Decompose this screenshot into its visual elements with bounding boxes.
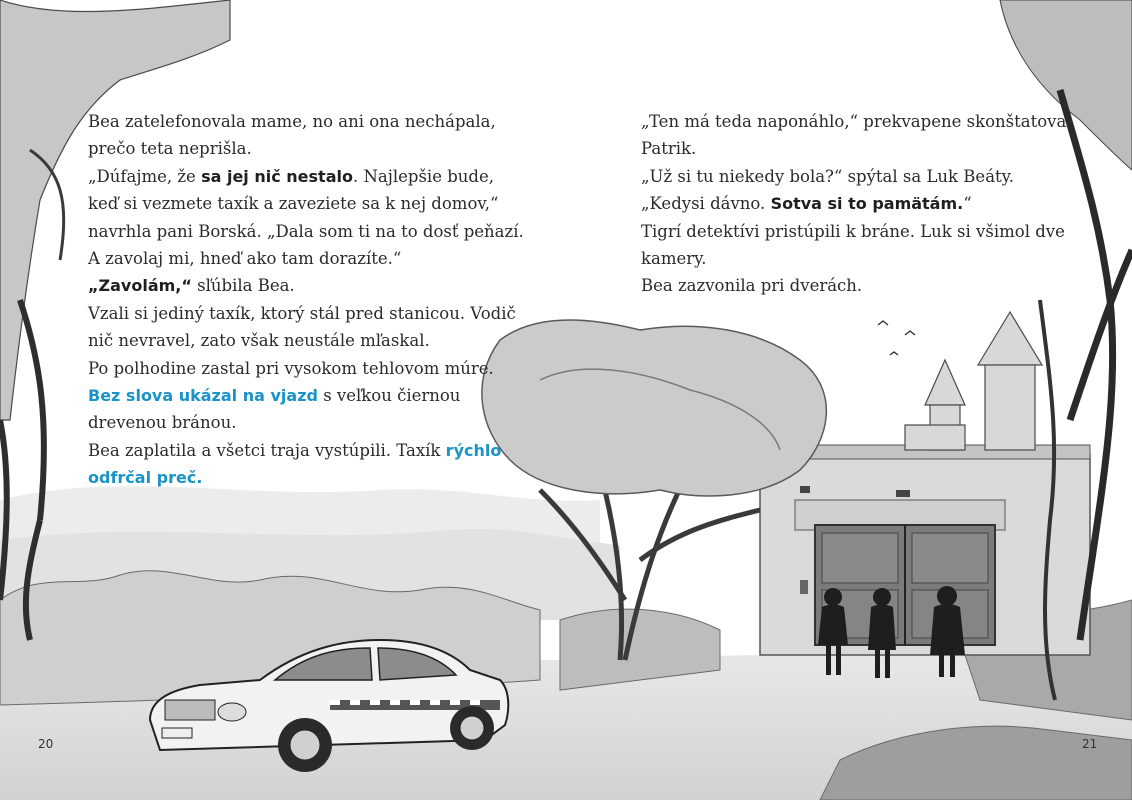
text-run: kamery.: [641, 249, 707, 269]
text-run: navrhla pani Borská. „Dala som ti na to dosť peňazí.: [88, 221, 524, 241]
text-run: Vzali si jediný taxík, ktorý stál pred stanicou. Vodič: [88, 303, 516, 323]
text-line: [88, 382, 524, 409]
text-line: [641, 163, 1072, 190]
text-line: [641, 108, 1072, 135]
wall-with-gate: [760, 445, 1090, 655]
left-page-text: [88, 108, 524, 492]
text-run: Po polhodine zastal pri vysokom tehlovom múre.: [88, 358, 494, 378]
page-number-left: 20: [38, 737, 54, 751]
text-line: [88, 163, 524, 190]
right-page-text: [641, 108, 1072, 300]
text-run: . Najlepšie bude,: [352, 166, 494, 186]
text-line: [88, 409, 524, 436]
text-line: [641, 245, 1072, 272]
emphasis-blue: odfrčal preč.: [88, 468, 203, 488]
text-run: Bea zazvonila pri dverách.: [641, 276, 863, 296]
emphasis-blue: rýchlo: [445, 440, 502, 460]
text-line: [88, 327, 524, 354]
text-line: [88, 245, 524, 272]
text-line: [88, 108, 524, 135]
text-run: prečo teta neprišla.: [88, 139, 252, 159]
text-line: [88, 218, 524, 245]
text-run: Bea zaplatila a všetci traja vystúpili. Taxík: [88, 440, 446, 460]
text-run: Patrik.: [641, 139, 697, 159]
towers: [905, 312, 1042, 450]
text-run: s veľkou čiernou: [317, 386, 461, 406]
text-run: keď si vezmete taxík a zaveziete sa k nej domov,“: [88, 194, 499, 214]
text-run: „Dúfajme, že: [88, 166, 202, 186]
text-line: [88, 190, 524, 217]
text-line: [641, 135, 1072, 162]
text-run: sľúbila Bea.: [191, 276, 295, 296]
camera-icon: [896, 490, 910, 497]
text-line: [88, 272, 524, 299]
text-line: [88, 300, 524, 327]
text-run: drevenou bránou.: [88, 413, 237, 433]
birds: [878, 321, 915, 355]
text-line: [88, 355, 524, 382]
text-run: „Kedysi dávno.: [641, 194, 771, 214]
emphasis-bold: Sotva si to pamätám.: [770, 194, 964, 214]
text-line: [88, 437, 524, 464]
emphasis-blue: Bez slova ukázal na vjazd: [88, 386, 318, 406]
text-line: [641, 218, 1072, 245]
camera-icon: [800, 486, 810, 493]
text-run: Tigrí detektívi pristúpili k bráne. Luk si všimol dve: [641, 221, 1065, 241]
text-line: [641, 272, 1072, 299]
text-run: nič nevravel, zato však neustále mľaskal.: [88, 331, 430, 351]
text-run: “: [963, 194, 972, 214]
emphasis-bold: „Zavolám,“: [88, 276, 192, 296]
text-line: [88, 464, 524, 491]
text-line: [88, 135, 524, 162]
text-run: A zavolaj mi, hneď ako tam dorazíte.“: [88, 249, 402, 269]
text-run: „Ten má teda naponáhlo,“ prekvapene skonštatoval: [641, 112, 1072, 131]
text-run: Bea zatelefonovala mame, no ani ona nechápala,: [88, 112, 496, 131]
text-line: [641, 190, 1072, 217]
text-run: „Už si tu niekedy bola?“ spýtal sa Luk Beáty.: [641, 166, 1015, 186]
emphasis-bold: sa jej nič nestalo: [201, 166, 353, 186]
page-number-right: 21: [1082, 737, 1098, 751]
